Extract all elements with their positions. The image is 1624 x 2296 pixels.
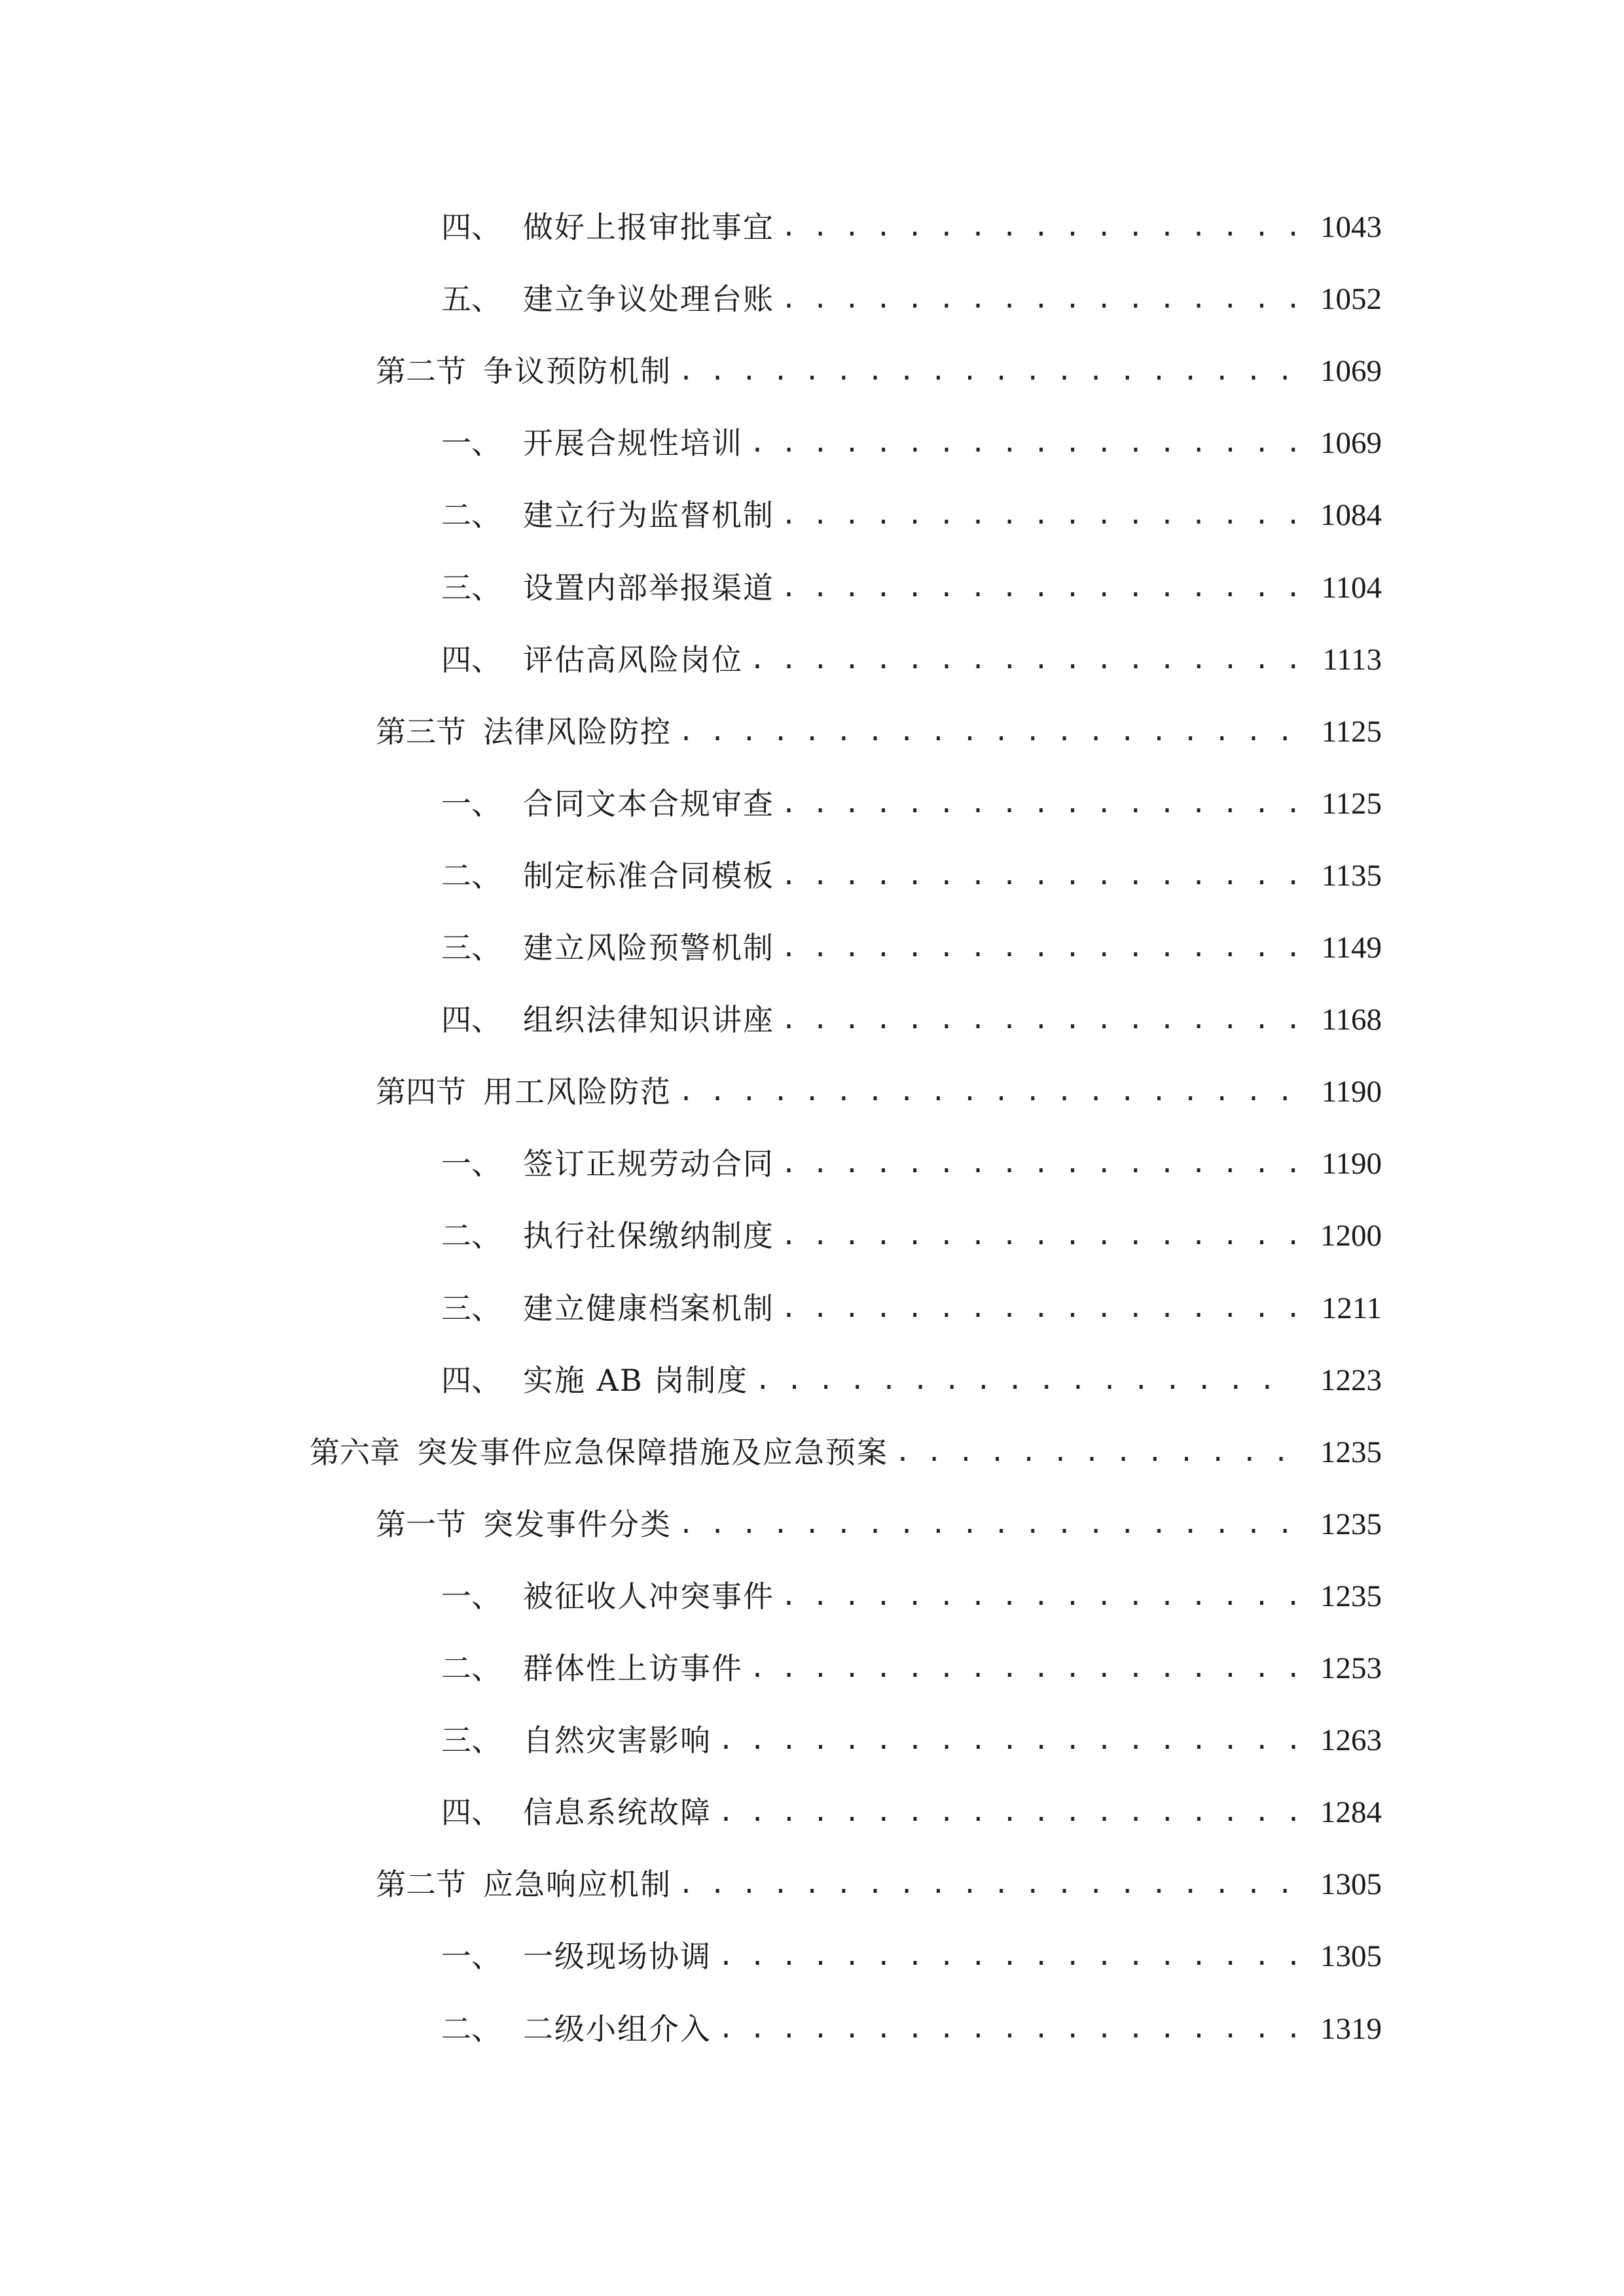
toc-entry-item[interactable] [441, 489, 1382, 541]
toc-entry-item[interactable] [441, 634, 1382, 686]
toc-entry-item[interactable] [441, 1570, 1382, 1623]
dot-leader [781, 850, 1297, 902]
toc-entry-page-number: 1104 [1321, 571, 1382, 605]
toc-entry-item[interactable] [441, 1930, 1382, 1982]
toc-entry-page-number: 1253 [1320, 1651, 1382, 1685]
toc-entry-section[interactable] [376, 1858, 1382, 1910]
toc-entry-item[interactable] [441, 1210, 1382, 1262]
toc-entry-item[interactable] [441, 201, 1382, 253]
toc-entry-page-number: 1043 [1320, 210, 1382, 244]
toc-entry-title: 执行社保缴纳制度 [523, 1218, 774, 1253]
toc-entry-page-number: 1069 [1320, 354, 1382, 388]
dot-leader [781, 1210, 1297, 1262]
toc-entry-title: 用工风险防范 [483, 1074, 672, 1109]
toc-entry-number: 一、 [441, 1579, 501, 1614]
toc-entry-item[interactable] [441, 922, 1382, 974]
dot-leader [781, 201, 1297, 253]
toc-entry-number: 二、 [441, 2011, 501, 2047]
dot-leader [781, 273, 1297, 325]
toc-entry-page-number: 1190 [1321, 1147, 1382, 1181]
toc-entry-number: 二、 [441, 858, 501, 893]
toc-entry-title: 做好上报审批事宜 [523, 209, 774, 245]
toc-entry-number: 四、 [441, 642, 501, 677]
toc-entry-number: 四、 [441, 1002, 501, 1037]
toc-entry-item[interactable] [441, 417, 1382, 469]
toc-entry-title: 争议预防机制 [483, 353, 672, 389]
dot-leader [678, 1498, 1297, 1551]
dot-leader [781, 1570, 1297, 1623]
toc-entry-section[interactable] [376, 345, 1382, 397]
toc-entry-item[interactable] [441, 850, 1382, 902]
toc-entry-page-number: 1052 [1320, 282, 1382, 316]
toc-entry-number: 第二节 [376, 1867, 466, 1902]
toc-entry-title: 建立争议处理台账 [523, 281, 774, 317]
toc-entry-page-number: 1305 [1320, 1867, 1382, 1901]
toc-entry-page-number: 1190 [1321, 1075, 1382, 1109]
toc-entry-page-number: 1149 [1321, 931, 1382, 965]
toc-entry-number: 第四节 [376, 1074, 466, 1109]
toc-entry-number: 二、 [441, 1651, 501, 1686]
dot-leader [749, 417, 1297, 469]
toc-entry-item[interactable] [441, 1138, 1382, 1190]
toc-entry-number: 一、 [441, 1146, 501, 1181]
toc-entry-section[interactable] [376, 706, 1382, 758]
toc-entry-number: 三、 [441, 1723, 501, 1758]
toc-entry-page-number: 1235 [1320, 1435, 1382, 1469]
toc-entry-title: 实施 AB 岗制度 [523, 1363, 749, 1398]
toc-entry-page-number: 1084 [1320, 498, 1382, 532]
toc-entry-number: 二、 [441, 497, 501, 533]
toc-entry-page-number: 1211 [1321, 1291, 1382, 1325]
dot-leader [781, 994, 1297, 1046]
toc-entry-number: 四、 [441, 1363, 501, 1398]
toc-entry-item[interactable] [441, 1642, 1382, 1695]
toc-entry-title: 评估高风险岗位 [523, 642, 743, 677]
toc-entry-page-number: 1200 [1320, 1219, 1382, 1253]
toc-entry-number: 第六章 [310, 1435, 400, 1470]
dot-leader [781, 1282, 1297, 1335]
toc-entry-item[interactable] [441, 1786, 1382, 1839]
toc-entry-item[interactable] [441, 2003, 1382, 2055]
toc-entry-number: 一、 [441, 786, 501, 821]
toc-entry-title: 组织法律知识讲座 [523, 1002, 774, 1037]
toc-entry-page-number: 1135 [1321, 859, 1382, 893]
toc-entry-item[interactable] [441, 562, 1382, 614]
toc-entry-page-number: 1125 [1321, 715, 1382, 749]
toc-entry-number: 五、 [441, 281, 501, 317]
toc-entry-page-number: 1113 [1322, 643, 1382, 677]
toc-entry-title: 群体性上访事件 [523, 1651, 743, 1686]
toc-entry-title: 建立健康档案机制 [523, 1291, 774, 1326]
toc-entry-item[interactable] [441, 778, 1382, 830]
toc-entry-number: 第二节 [376, 353, 466, 389]
dot-leader [781, 922, 1297, 974]
toc-entry-section[interactable] [376, 1498, 1382, 1551]
dot-leader [678, 706, 1297, 758]
dot-leader [718, 2003, 1297, 2055]
toc-entry-page-number: 1235 [1320, 1579, 1382, 1613]
dot-leader [678, 345, 1297, 397]
toc-entry-item[interactable] [441, 1354, 1382, 1407]
toc-entry-item[interactable] [441, 273, 1382, 325]
toc-entry-title: 一级现场协调 [523, 1939, 712, 1974]
toc-entry-title: 合同文本合规审查 [523, 786, 774, 821]
toc-entry-page-number: 1069 [1320, 426, 1382, 460]
toc-entry-item[interactable] [441, 1714, 1382, 1767]
toc-entry-page-number: 1284 [1320, 1795, 1382, 1829]
dot-leader [718, 1786, 1297, 1839]
toc-entry-page-number: 1235 [1320, 1507, 1382, 1541]
toc-entry-number: 三、 [441, 930, 501, 965]
dot-leader [749, 634, 1297, 686]
toc-entry-number: 三、 [441, 570, 501, 605]
dot-leader [781, 562, 1297, 614]
toc-entry-number: 二、 [441, 1218, 501, 1253]
dot-leader [718, 1930, 1297, 1982]
toc-entry-title: 法律风险防控 [483, 714, 672, 749]
dot-leader [781, 778, 1297, 830]
toc-entry-title: 被征收人冲突事件 [523, 1579, 774, 1614]
toc-entry-page-number: 1305 [1320, 1939, 1382, 1973]
toc-entry-number: 第三节 [376, 714, 466, 749]
toc-entry-number: 一、 [441, 1939, 501, 1974]
toc-entry-title: 二级小组介入 [523, 2011, 712, 2047]
dot-leader [678, 1066, 1297, 1118]
toc-entry-title: 突发事件应急保障措施及应急预案 [417, 1435, 888, 1470]
toc-entry-title: 制定标准合同模板 [523, 858, 774, 893]
dot-leader [749, 1642, 1297, 1695]
toc-entry-page-number: 1223 [1320, 1363, 1382, 1397]
toc-entry-title: 签订正规劳动合同 [523, 1146, 774, 1181]
toc-entry-page-number: 1319 [1320, 2012, 1382, 2046]
dot-leader [895, 1426, 1297, 1479]
toc-entry-number: 三、 [441, 1291, 501, 1326]
toc-entry-chapter[interactable] [310, 1426, 1382, 1479]
toc-entry-page-number: 1168 [1321, 1003, 1382, 1037]
toc-entry-title: 自然灾害影响 [523, 1723, 712, 1758]
toc-entry-title: 开展合规性培训 [523, 425, 743, 461]
toc-entry-title: 建立行为监督机制 [523, 497, 774, 533]
toc-entry-item[interactable] [441, 994, 1382, 1046]
toc-entry-page-number: 1125 [1321, 787, 1382, 821]
toc-entry-title: 突发事件分类 [483, 1507, 672, 1542]
dot-leader [755, 1354, 1297, 1407]
toc-entry-title: 建立风险预警机制 [523, 930, 774, 965]
dot-leader [781, 1138, 1297, 1190]
toc-entry-title: 信息系统故障 [523, 1795, 712, 1830]
toc-entry-section[interactable] [376, 1066, 1382, 1118]
dot-leader [781, 489, 1297, 541]
toc-entry-number: 一、 [441, 425, 501, 461]
toc-entry-number: 四、 [441, 209, 501, 245]
toc-entry-title: 应急响应机制 [483, 1867, 672, 1902]
toc-entry-item[interactable] [441, 1282, 1382, 1335]
toc-entry-title: 设置内部举报渠道 [523, 570, 774, 605]
toc-entry-number: 第一节 [376, 1507, 466, 1542]
dot-leader [678, 1858, 1297, 1910]
toc-entry-page-number: 1263 [1320, 1723, 1382, 1757]
toc-entry-number: 四、 [441, 1795, 501, 1830]
dot-leader [718, 1714, 1297, 1767]
